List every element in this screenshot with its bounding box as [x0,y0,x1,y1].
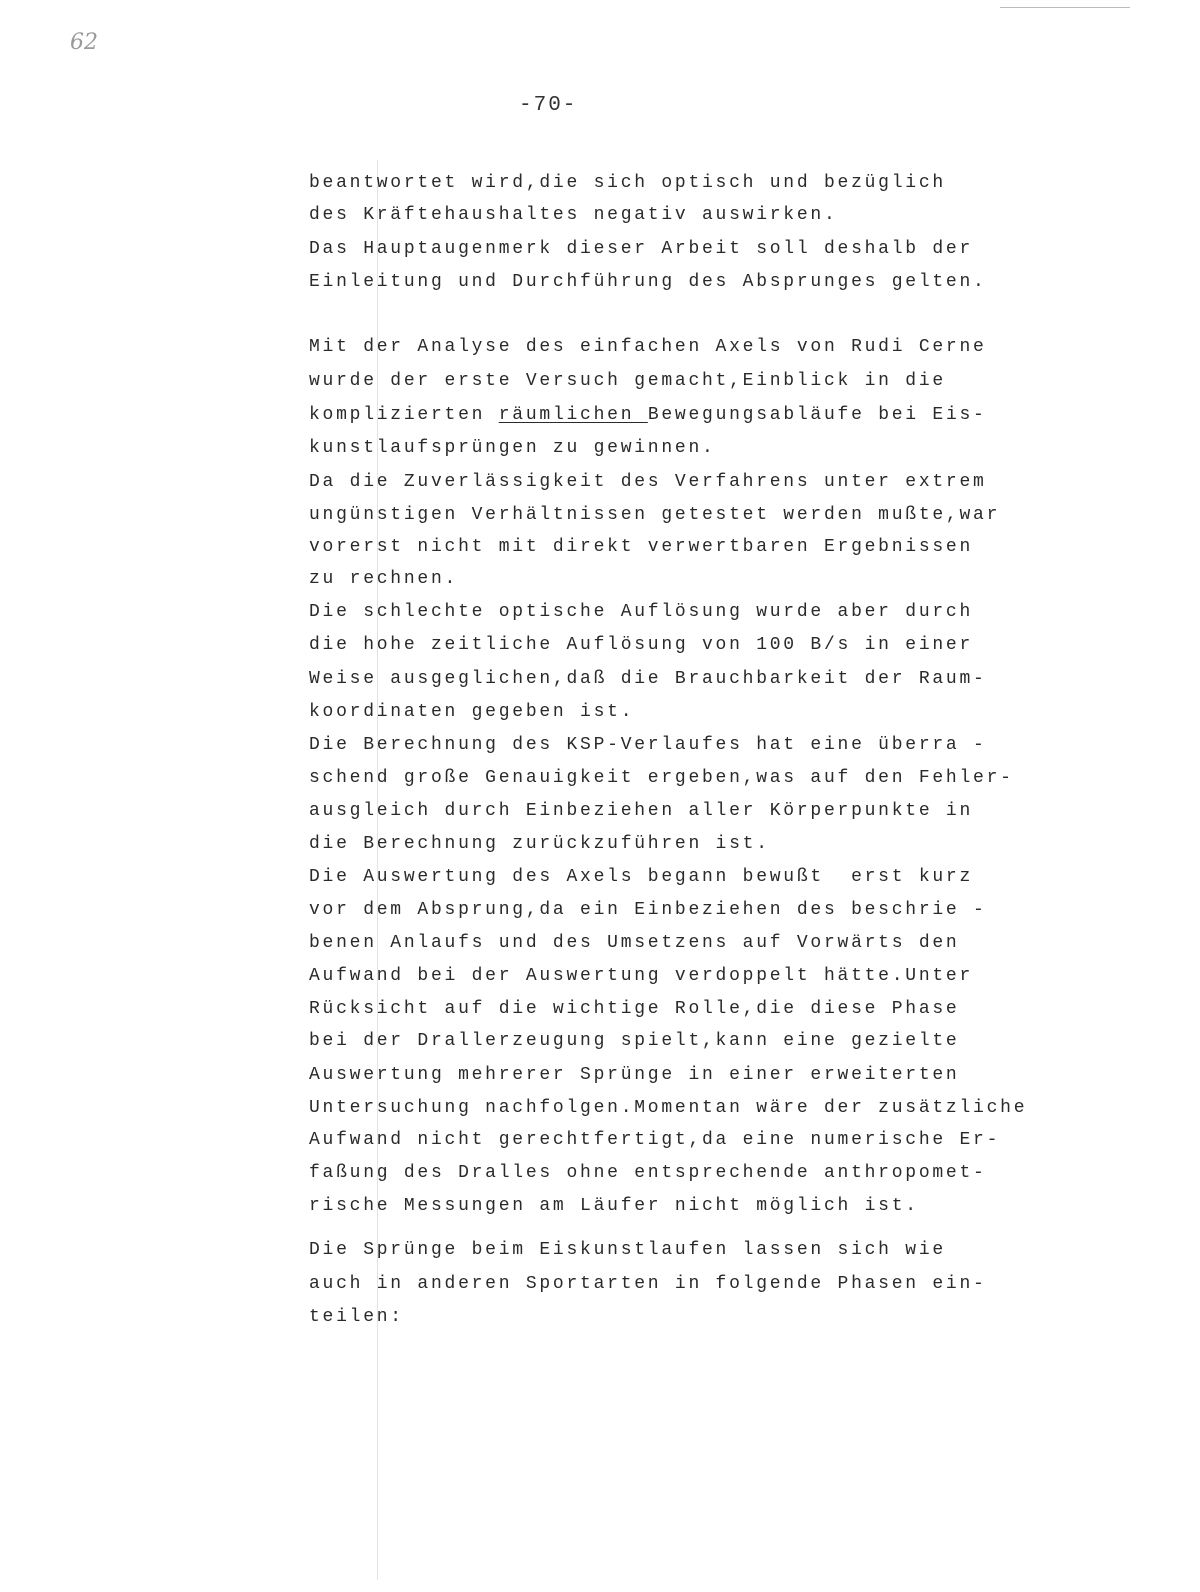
text-line: Einleitung und Durchführung des Absprunges gelten. [309,272,987,292]
text-line [309,403,987,427]
text-line: kunstlaufsprüngen zu gewinnen. [309,438,716,458]
text-line: Untersuchung nachfolgen.Momentan wäre der zusätzliche [309,1098,1028,1118]
text-line: vor dem Absprung,da ein Einbeziehen des beschrie - [309,900,987,920]
top-rule [1000,7,1130,8]
text-segment: komplizierten [309,405,499,425]
text-line: die Berechnung zurückzuführen ist. [309,834,770,854]
text-segment: Bewegungsabläufe bei Eis- [647,405,987,425]
text-line: Die Berechnung des KSP-Verlaufes hat eine überra - [309,735,987,755]
underlined-text: räumlichen [498,405,648,425]
text-line: ungünstigen Verhältnissen getestet werden mußte,war [309,505,1001,525]
text-line: Aufwand bei der Auswertung verdoppelt hätte.Unter [309,966,974,986]
text-line: faßung des Dralles ohne entsprechende anthropomet- [309,1163,987,1183]
text-line: wurde der erste Versuch gemacht,Einblick in die [309,371,946,391]
text-line: die hohe zeitliche Auflösung von 100 B/s in einer [309,635,974,655]
text-line: Weise ausgeglichen,daß die Brauchbarkeit der Raum- [309,669,987,689]
text-line: koordinaten gegeben ist. [309,702,635,722]
text-line: bei der Drallerzeugung spielt,kann eine gezielte [309,1031,960,1051]
page-number: -70- [519,94,578,117]
text-line: rische Messungen am Läufer nicht möglich ist. [309,1196,919,1216]
text-line: Die Auswertung des Axels begann bewußt erst kurz [309,867,974,887]
text-line: auch in anderen Sportarten in folgende Phasen ein- [309,1274,987,1294]
text-line: des Kräftehaushaltes negativ auswirken. [309,205,838,225]
text-line: teilen: [309,1307,404,1327]
text-line: Die schlechte optische Auflösung wurde aber durch [309,602,974,622]
text-line: Rücksicht auf die wichtige Rolle,die diese Phase [309,999,960,1019]
text-line: vorerst nicht mit direkt verwertbaren Ergebnissen [309,537,974,557]
text-line: benen Anlaufs und des Umsetzens auf Vorwärts den [309,933,960,953]
text-line: Aufwand nicht gerechtfertigt,da eine numerische Er- [309,1130,1001,1150]
text-line: Die Sprünge beim Eiskunstlaufen lassen sich wie [309,1240,946,1260]
text-line: Das Hauptaugenmerk dieser Arbeit soll deshalb der [309,239,974,259]
text-line: beantwortet wird,die sich optisch und bezüglich [309,173,946,193]
text-line: Mit der Analyse des einfachen Axels von Rudi Cerne [309,337,987,357]
text-line: schend große Genauigkeit ergeben,was auf den Fehler- [309,768,1014,788]
text-line: ausgleich durch Einbeziehen aller Körperpunkte in [309,801,974,821]
text-line: zu rechnen. [309,569,459,589]
text-line: Auswertung mehrerer Sprünge in einer erweiterten [309,1065,960,1085]
text-line: Da die Zuverlässigkeit des Verfahrens unter extrem [309,472,987,492]
handwritten-note: 62 [70,30,98,55]
